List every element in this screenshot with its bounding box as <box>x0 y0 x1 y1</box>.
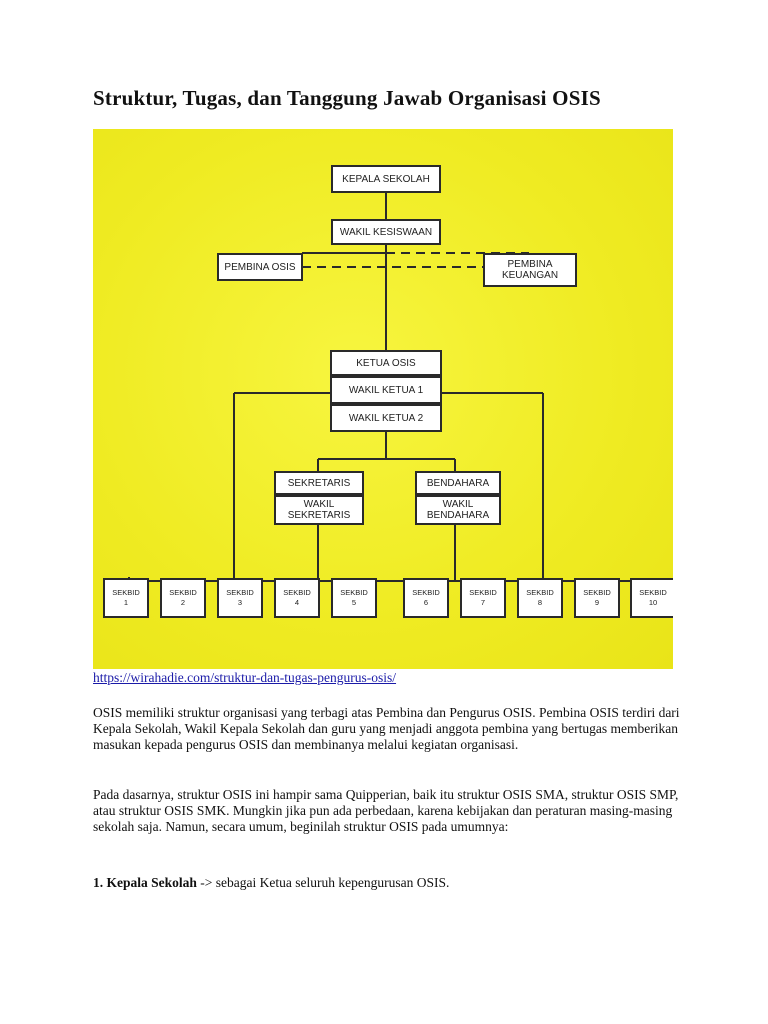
sekbid-number: 7 <box>480 598 486 607</box>
sekbid-label: SEKBID <box>283 588 311 597</box>
box-sekbid-3 <box>217 578 263 618</box>
list-item-text: -> sebagai Ketua seluruh kepengurusan OSIS. <box>196 875 450 890</box>
paragraph-1: OSIS memiliki struktur organisasi yang terbagi atas Pembina dan Pengurus OSIS. Pembina OSIS terdiri dari Kepala Sekolah, Wakil Kepala Sekolah dan guru yang menjadi anggota pembina yang bertugas memberikan masukan kepada pengurus OSIS dan membinanya melalui kegiatan organisasi. <box>93 705 680 752</box>
sekbid-number: 4 <box>294 598 300 607</box>
box-pembina-keuangan <box>483 253 577 287</box>
box-bendahara: BENDAHARA <box>415 471 501 495</box>
page-title: Struktur, Tugas, dan Tanggung Jawab Organisasi OSIS <box>93 86 601 110</box>
source-link[interactable]: https://wirahadie.com/struktur-dan-tugas-pengurus-osis/ <box>93 670 397 685</box>
box-wakil-ketua-1: WAKIL KETUA 1 <box>330 376 442 404</box>
list-item-kepala-sekolah <box>93 875 693 891</box>
wakil-bendahara-line2: BENDAHARA <box>426 510 490 521</box>
sekbid-label: SEKBID <box>526 588 554 597</box>
sekbid-label: SEKBID <box>226 588 254 597</box>
list-item-heading: 1. Kepala Sekolah <box>93 875 197 890</box>
sekbid-label: SEKBID <box>469 588 497 597</box>
box-ketua-osis: KETUA OSIS <box>330 350 442 376</box>
box-sekbid-4 <box>274 578 320 618</box>
org-chart <box>93 129 673 669</box>
sekbid-label: SEKBID <box>412 588 440 597</box>
sekbid-label: SEKBID <box>639 588 667 597</box>
box-kepala-sekolah: KEPALA SEKOLAH <box>331 165 441 193</box>
box-pembina-osis: PEMBINA OSIS <box>217 253 303 281</box>
paragraph-2: Pada dasarnya, struktur OSIS ini hampir sama Quipperian, baik itu struktur OSIS SMA, struktur OSIS SMP, atau struktur OSIS SMK. Mungkin jika pun ada perbedaan, karena kebijakan dan peraturan masing-masing sekolah saja. Namun, secara umum, beginilah struktur OSIS pada umumnya: <box>93 787 679 834</box>
box-sekbid-8 <box>517 578 563 618</box>
box-wakil-sekretaris <box>274 495 364 525</box>
sekbid-label: SEKBID <box>112 588 140 597</box>
box-wakil-ketua-2: WAKIL KETUA 2 <box>330 404 442 432</box>
box-wakil-bendahara <box>415 495 501 525</box>
wakil-bendahara-line1: WAKIL <box>442 499 474 510</box>
sekbid-number: 6 <box>423 598 429 607</box>
pembina-keuangan-line2: KEUANGAN <box>501 270 559 281</box>
sekbid-number: 8 <box>537 598 543 607</box>
box-sekbid-10 <box>630 578 673 618</box>
box-sekretaris: SEKRETARIS <box>274 471 364 495</box>
box-sekbid-5 <box>331 578 377 618</box>
sekbid-number: 9 <box>594 598 600 607</box>
sekbid-label: SEKBID <box>169 588 197 597</box>
box-sekbid-1 <box>103 578 149 618</box>
box-sekbid-9 <box>574 578 620 618</box>
wakil-sekretaris-line2: SEKRETARIS <box>287 510 351 521</box>
box-sekbid-6 <box>403 578 449 618</box>
sekbid-number: 2 <box>180 598 186 607</box>
box-sekbid-7 <box>460 578 506 618</box>
sekbid-number: 10 <box>648 598 658 607</box>
sekbid-number: 5 <box>351 598 357 607</box>
sekbid-label: SEKBID <box>583 588 611 597</box>
sekbid-number: 3 <box>237 598 243 607</box>
box-sekbid-2 <box>160 578 206 618</box>
sekbid-number: 1 <box>123 598 129 607</box>
pembina-keuangan-line1: PEMBINA <box>507 259 553 270</box>
wakil-sekretaris-line1: WAKIL <box>303 499 335 510</box>
sekbid-label: SEKBID <box>340 588 368 597</box>
box-wakil-kesiswaan: WAKIL KESISWAAN <box>331 219 441 245</box>
